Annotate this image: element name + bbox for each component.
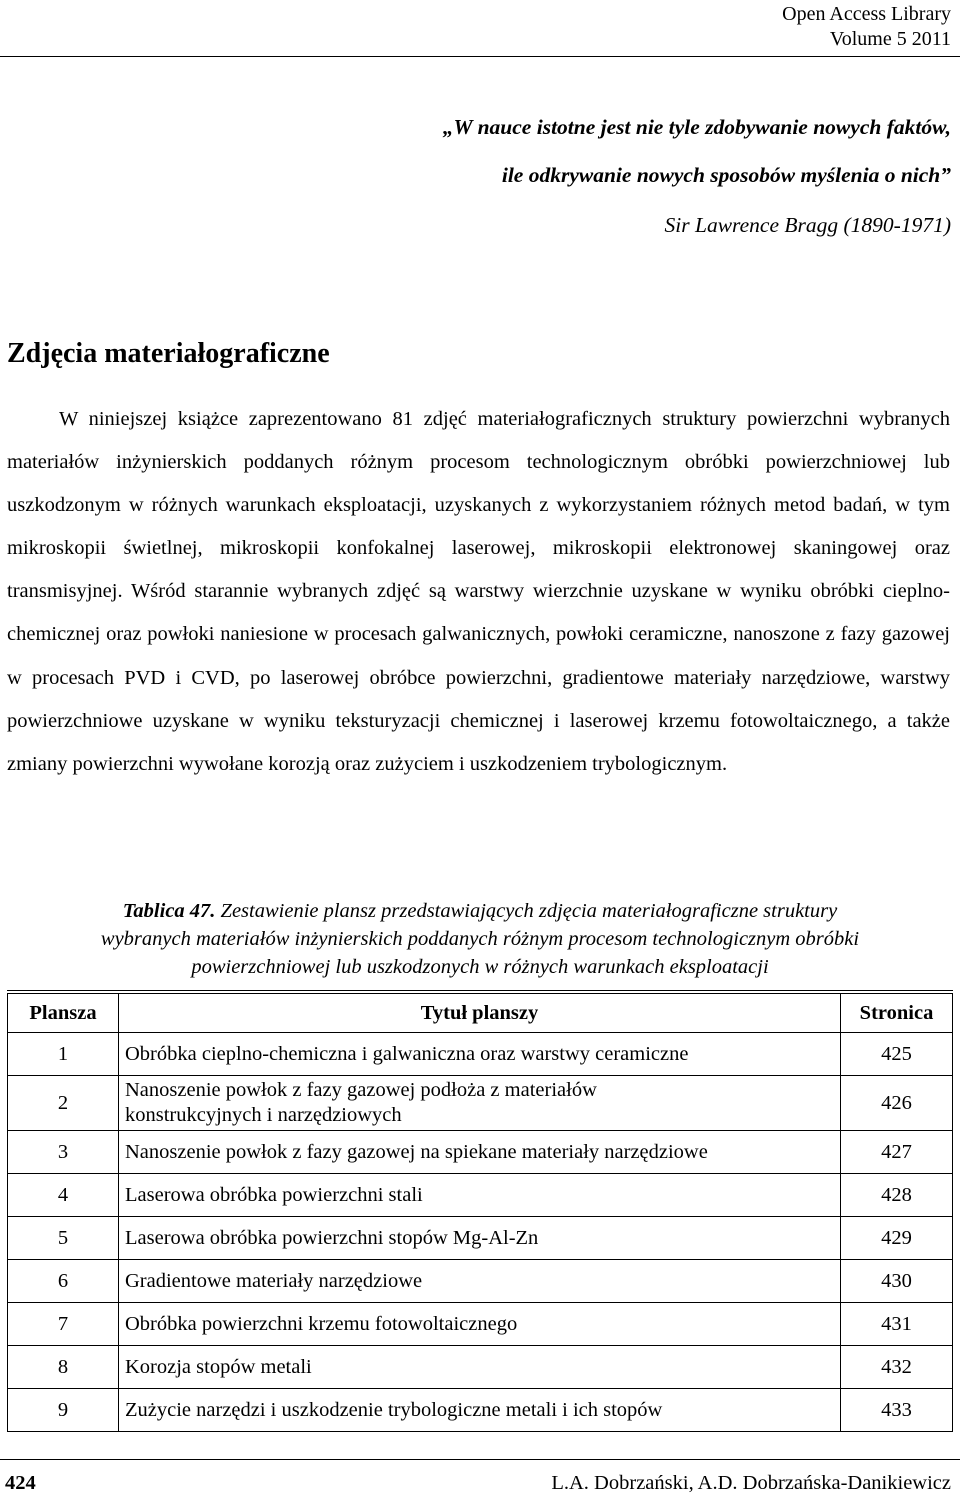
header-rule <box>0 56 960 57</box>
section-title: Zdjęcia materiałograficzne <box>7 338 330 369</box>
table-caption <box>0 897 960 981</box>
row-title: Nanoszenie powłok z fazy gazowej na spiekane materiały narzędziowe <box>119 1131 841 1174</box>
row-title-line-1: Nanoszenie powłok z fazy gazowej podłoża z materiałów <box>125 1079 597 1101</box>
row-page: 430 <box>841 1260 953 1303</box>
table-header-row <box>8 992 953 1033</box>
running-header <box>782 2 951 52</box>
row-title <box>119 1076 841 1131</box>
row-plate-number: 6 <box>8 1260 119 1303</box>
table-row <box>8 1260 953 1303</box>
row-title: Zużycie narzędzi i uszkodzenie trybologiczne metali i ich stopów <box>119 1389 841 1432</box>
table-row <box>8 1131 953 1174</box>
row-title: Korozja stopów metali <box>119 1346 841 1389</box>
row-page: 429 <box>841 1217 953 1260</box>
journal-name: Open Access Library <box>782 3 951 25</box>
row-plate-number: 7 <box>8 1303 119 1346</box>
footer-authors: L.A. Dobrzański, A.D. Dobrzańska-Danikiewicz <box>551 1472 951 1494</box>
row-page: 428 <box>841 1174 953 1217</box>
row-page: 425 <box>841 1033 953 1076</box>
row-plate-number: 9 <box>8 1389 119 1432</box>
row-plate-number: 4 <box>8 1174 119 1217</box>
row-plate-number: 8 <box>8 1346 119 1389</box>
row-title: Obróbka powierzchni krzemu fotowoltaicznego <box>119 1303 841 1346</box>
plates-table <box>7 990 953 1432</box>
table-row <box>8 1217 953 1260</box>
row-plate-number: 2 <box>8 1076 119 1131</box>
body-paragraph: W niniejszej książce zaprezentowano 81 zdjęć materiałograficznych struktury powierzchni wybranych materiałów inżynierskich poddanych różnym procesom technologicznym obróbki powierzchniowej lub uszkodzonym w różnych warunkach eksploatacji, uzyskanych z wykorzystaniem różnych metod badań, w tym mikroskopii świetlnej, mikroskopii konfokalnej laserowej, mikroskopii elektronowej skaningowej oraz transmisyjnej. Wśród starannie wybranych zdjęć są warstwy wierzchnie uzyskane w wyniku obróbki cieplno-chemicznej oraz powłoki naniesione w procesach galwanicznych, powłoki ceramiczne, nanoszone z fazy gazowej w procesach PVD i CVD, po laserowej obróbce powierzchni, gradientowe materiały narzędziowe, warstwy powierzchniowe uzyskane w wyniku teksturyzacji chemicznej i laserowej krzemu fotowoltaicznego, a także zmiany powierzchni wywołane korozją oraz zużyciem i uszkodzeniem trybologicznym. <box>7 408 950 775</box>
row-plate-number: 5 <box>8 1217 119 1260</box>
table-row <box>8 1389 953 1432</box>
table-caption-line-3: powierzchniowej lub uszkodzonych w różnych warunkach eksploatacji <box>191 956 769 978</box>
row-page: 426 <box>841 1076 953 1131</box>
table-caption-line-1: Zestawienie plansz przedstawiających zdjęcia materiałograficzne struktury <box>220 900 838 922</box>
journal-volume: Volume 5 2011 <box>829 28 951 50</box>
row-title: Obróbka cieplno-chemiczna i galwaniczna oraz warstwy ceramiczne <box>119 1033 841 1076</box>
row-title: Gradientowe materiały narzędziowe <box>119 1260 841 1303</box>
table-row <box>8 1033 953 1076</box>
row-page: 433 <box>841 1389 953 1432</box>
table-row <box>8 1346 953 1389</box>
header-page: Stronica <box>841 992 953 1033</box>
table-caption-label: Tablica 47. <box>122 900 216 922</box>
table-row <box>8 1303 953 1346</box>
page-number: 424 <box>5 1472 36 1494</box>
epigraph-line-1: „W nauce istotne jest nie tyle zdobywanie nowych faktów, <box>442 115 951 139</box>
row-title: Laserowa obróbka powierzchni stopów Mg-Al-Zn <box>119 1217 841 1260</box>
row-plate-number: 1 <box>8 1033 119 1076</box>
row-page: 431 <box>841 1303 953 1346</box>
row-plate-number: 3 <box>8 1131 119 1174</box>
epigraph-author: Sir Lawrence Bragg (1890-1971) <box>664 213 951 237</box>
table-caption-line-2: wybranych materiałów inżynierskich poddanych różnym procesom technologicznym obróbki <box>100 928 860 950</box>
footer-rule <box>0 1459 960 1460</box>
row-page: 427 <box>841 1131 953 1174</box>
row-title: Laserowa obróbka powierzchni stali <box>119 1174 841 1217</box>
epigraph-line-2: ile odkrywanie nowych sposobów myślenia o nich” <box>501 163 951 187</box>
epigraph <box>443 114 951 239</box>
row-page: 432 <box>841 1346 953 1389</box>
table-row <box>8 1076 953 1131</box>
row-title-line-2: konstrukcyjnych i narzędziowych <box>125 1104 402 1126</box>
header-plate: Plansza <box>8 992 119 1033</box>
table-row <box>8 1174 953 1217</box>
header-title: Tytuł planszy <box>119 992 841 1033</box>
